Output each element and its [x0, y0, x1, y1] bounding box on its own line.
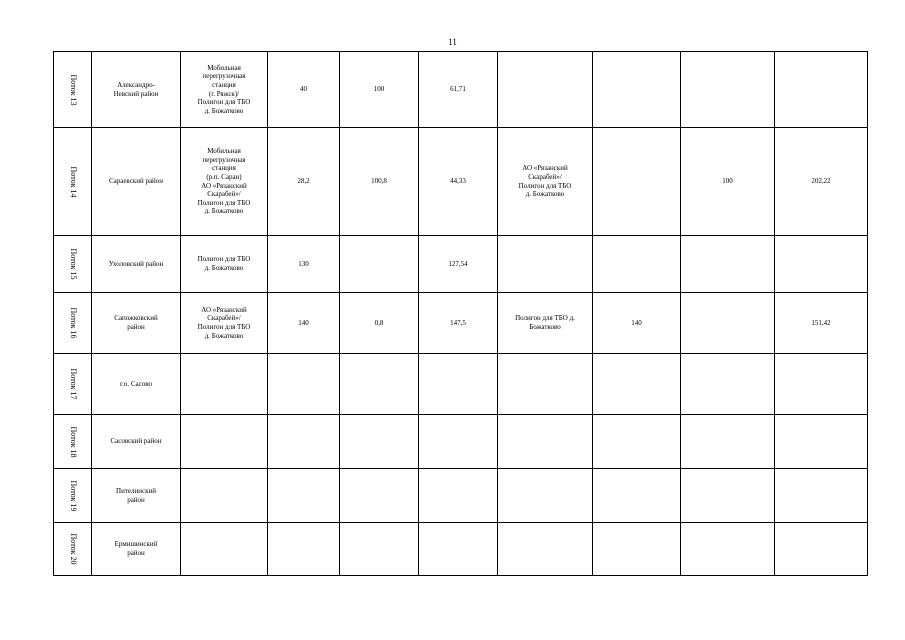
destination-2-cell	[498, 523, 593, 576]
value-1-cell: 140	[268, 293, 340, 354]
destination-2-cell	[498, 236, 593, 293]
value-6-cell	[775, 523, 868, 576]
value-2-cell: 0,8	[340, 293, 419, 354]
flow-number-label: Поток 20	[68, 533, 78, 565]
destination-1-cell: Мобильная перегрузочная станция (р.п. Саран) АО «Рязанский Скарабей»/ Полигон для ТБО д. Божатково	[181, 128, 268, 236]
destination-1-cell	[181, 523, 268, 576]
table-row	[54, 293, 868, 354]
table-row	[54, 354, 868, 415]
destination-1-cell	[181, 469, 268, 523]
page-number: 11	[448, 37, 457, 47]
table-body	[54, 52, 868, 576]
value-6-cell	[775, 469, 868, 523]
flow-number-cell	[54, 52, 92, 128]
flow-number-label: Поток 18	[68, 426, 78, 457]
flow-number-cell	[54, 469, 92, 523]
destination-2-cell: АО «Рязанский Скарабей»/ Полигон для ТБО д. Божатково	[498, 128, 593, 236]
value-2-cell	[340, 236, 419, 293]
flow-number-cell	[54, 354, 92, 415]
value-2-cell	[340, 523, 419, 576]
destination-2-cell	[498, 469, 593, 523]
value-2-cell: 100	[340, 52, 419, 128]
value-4-cell	[593, 128, 681, 236]
value-4-cell	[593, 415, 681, 469]
value-4-cell	[593, 52, 681, 128]
value-3-cell: 147,5	[419, 293, 498, 354]
destination-2-cell	[498, 52, 593, 128]
value-6-cell: 151,42	[775, 293, 868, 354]
value-1-cell: 28,2	[268, 128, 340, 236]
value-3-cell	[419, 354, 498, 415]
flow-number-cell	[54, 523, 92, 576]
value-4-cell	[593, 354, 681, 415]
district-cell: Сараевский район	[92, 128, 181, 236]
value-3-cell	[419, 469, 498, 523]
destination-1-cell	[181, 354, 268, 415]
value-4-cell: 140	[593, 293, 681, 354]
table-row	[54, 236, 868, 293]
district-cell: Сасовский район	[92, 415, 181, 469]
value-6-cell	[775, 236, 868, 293]
district-cell: г.о. Сасово	[92, 354, 181, 415]
value-5-cell	[681, 354, 775, 415]
value-3-cell: 61,71	[419, 52, 498, 128]
value-1-cell	[268, 523, 340, 576]
value-5-cell: 100	[681, 128, 775, 236]
destination-1-cell: Мобильная перегрузочная станция (г. Ряжск)/ Полигон для ТБО д. Божатково	[181, 52, 268, 128]
table-row	[54, 469, 868, 523]
value-3-cell	[419, 523, 498, 576]
flow-number-label: Поток 16	[68, 307, 78, 339]
value-5-cell	[681, 415, 775, 469]
destination-1-cell	[181, 415, 268, 469]
value-5-cell	[681, 523, 775, 576]
value-3-cell: 44,33	[419, 128, 498, 236]
value-6-cell	[775, 52, 868, 128]
value-1-cell	[268, 354, 340, 415]
destination-2-cell	[498, 354, 593, 415]
flow-number-label: Поток 19	[68, 480, 78, 511]
value-6-cell	[775, 415, 868, 469]
flow-number-label: Поток 14	[68, 166, 78, 197]
value-4-cell	[593, 236, 681, 293]
flow-number-cell	[54, 293, 92, 354]
value-1-cell: 130	[268, 236, 340, 293]
value-1-cell: 40	[268, 52, 340, 128]
destination-2-cell	[498, 415, 593, 469]
value-3-cell	[419, 415, 498, 469]
flow-number-cell	[54, 236, 92, 293]
flow-number-label: Поток 15	[68, 248, 78, 280]
flow-number-cell	[54, 128, 92, 236]
table-row	[54, 128, 868, 236]
value-6-cell: 202,22	[775, 128, 868, 236]
district-cell: Сапожковский район	[92, 293, 181, 354]
waste-flows-table	[53, 51, 868, 576]
value-5-cell	[681, 52, 775, 128]
destination-2-cell: Полигон для ТБО д. Божатково	[498, 293, 593, 354]
flow-number-label: Поток 13	[68, 74, 78, 105]
value-2-cell: 100,8	[340, 128, 419, 236]
district-cell: Александро- Невский район	[92, 52, 181, 128]
destination-1-cell: АО «Рязанский Скарабей»/ Полигон для ТБО д. Божатково	[181, 293, 268, 354]
district-cell: Ухоловский район	[92, 236, 181, 293]
value-4-cell	[593, 469, 681, 523]
value-2-cell	[340, 415, 419, 469]
table-row	[54, 415, 868, 469]
value-5-cell	[681, 469, 775, 523]
value-1-cell	[268, 469, 340, 523]
value-2-cell	[340, 469, 419, 523]
value-5-cell	[681, 293, 775, 354]
flow-number-cell	[54, 415, 92, 469]
flow-number-label: Поток 17	[68, 368, 78, 400]
value-2-cell	[340, 354, 419, 415]
value-5-cell	[681, 236, 775, 293]
destination-1-cell: Полигон для ТБО д. Божатково	[181, 236, 268, 293]
district-cell: Пителинский район	[92, 469, 181, 523]
value-3-cell: 127,54	[419, 236, 498, 293]
table-row	[54, 52, 868, 128]
table-row	[54, 523, 868, 576]
value-1-cell	[268, 415, 340, 469]
value-6-cell	[775, 354, 868, 415]
district-cell: Ермишинский район	[92, 523, 181, 576]
value-4-cell	[593, 523, 681, 576]
